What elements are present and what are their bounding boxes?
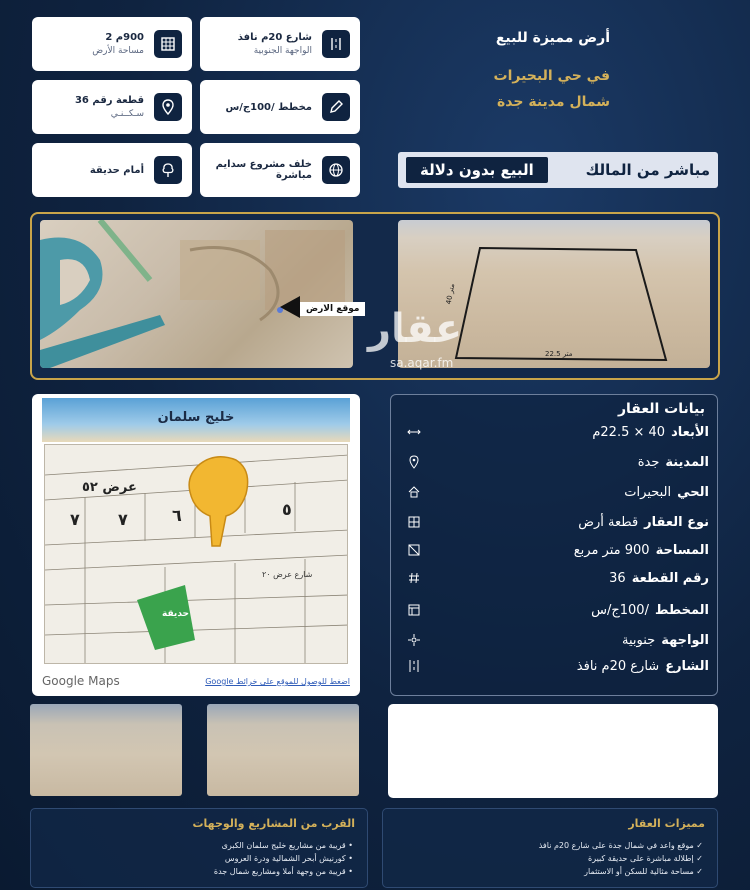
hash-icon [407,571,421,585]
area-icon [154,30,182,58]
detail-row-city [401,451,709,473]
city-title: شمال مدينة جدة [497,94,610,110]
detail-key: رقم القطعة [631,570,709,586]
block-number: ٥ [282,500,292,519]
sketch-map[interactable] [32,394,360,696]
location-icon [407,455,421,469]
google-maps-label: Google Maps [42,674,120,688]
watermark-url: sa.aqar.fm [390,356,454,370]
tree-icon [154,156,182,184]
detail-row-plan [401,599,709,621]
nearby-panel [30,808,368,888]
block-number: ٧ [118,510,128,529]
road-label: عرض ٥٢ [82,480,137,495]
nearby-title: القرب من المشاريع والوجهات [192,817,355,830]
watermark-logo: عقار [368,306,463,352]
list-item: ✓ موقع واعد في شمال جدة على شارع 20م نافذ [538,841,703,850]
card-street-label: الواجهة الجنوبية [253,46,312,56]
block-number: ٧ [70,510,80,529]
list-item: ✓ مساحة مثالية للسكن أو الاستثمار [584,867,703,876]
detail-value: جدة [637,454,660,470]
list-item: • قريبة من وجهة أملا ومشاريع شمال جدة [213,867,353,876]
card-area [32,17,192,71]
card-project [200,143,360,197]
list-item: ✓ إطلالة مباشرة على حديقة كبيرة [588,854,703,863]
detail-row-dimensions [401,421,709,443]
detail-row-plot [401,567,709,589]
list-item: • كورنيش أبحر الشمالية ودرة العروس [224,854,353,863]
card-plan-value: مخطط /100ج/س [225,101,312,113]
detail-key: المساحة [655,542,709,558]
features-panel [382,808,718,888]
satellite-map-image [40,220,353,368]
list-item: • قريبة من مشاريع خليج سلمان الكبرى [221,841,353,850]
card-plot [32,80,192,134]
detail-value: 40 × 22.5م [592,424,666,440]
owner-banner [398,152,718,188]
detail-value: جنوبية [622,632,656,648]
features-title: مميزات العقار [628,817,705,830]
detail-key: المدينة [665,454,709,470]
card-plot-value: قطعة رقم 36 [74,95,144,106]
details-title: بيانات العقار [617,401,705,417]
detail-key: الأبعاد [671,424,709,440]
detail-row-facade [401,629,709,651]
owner-direct-text: مباشر من المالك [585,161,710,179]
detail-value: شارع 20م نافذ [576,658,660,674]
arrow-left-icon [280,296,300,318]
road2-label: شارع عرض ٢٠ [262,570,313,579]
card-park-value: أمام حديقة [89,164,144,176]
property-details-panel [390,394,718,696]
card-street-value: شارع 20م نافذ [237,32,312,43]
land-thumbnail-2[interactable] [207,704,359,796]
pin-icon [154,93,182,121]
detail-row-type [401,511,709,533]
maps-link[interactable]: اضغط للوصول للموقع على خرائط Google [205,677,350,686]
globe-icon [322,156,350,184]
card-project-value: خلف مشروع سدايم مباشرة [215,159,312,181]
detail-value: البحيرات [624,484,672,500]
detail-row-area [401,539,709,561]
card-area-label: مساحة الأرض [92,46,144,56]
street-icon [322,30,350,58]
detail-key: الشارع [665,658,709,674]
district-title: في حي البحيرات [493,68,610,84]
location-label: موقع الارض [300,302,365,316]
street-icon [407,659,421,673]
no-commission-text: البيع بدون دلالة [406,157,548,183]
compass-icon [407,633,421,647]
detail-value: 36 [609,570,626,586]
detail-value: قطعة أرض [578,514,639,530]
park-label: حديقة [162,609,189,619]
detail-key: الواجهة [661,632,709,648]
pen-icon [322,93,350,121]
plan-icon [407,603,421,617]
detail-key: الحي [677,484,709,500]
card-area-value: 900م 2 [105,32,144,43]
dimension-bottom-label: 22.5 متر [545,350,573,358]
area-icon [407,543,421,557]
pointing-hand-icon [180,452,252,550]
block-number: ٦ [172,506,182,525]
page-title: أرض مميزة للبيع [495,30,610,46]
detail-value: /100ج/س [591,602,649,618]
card-park [32,143,192,197]
dimension-side-label: 40 متر [444,283,457,305]
detail-row-street [401,655,709,677]
grid-icon [407,515,421,529]
detail-value: 900 متر مربع [573,542,650,558]
blank-panel [388,704,718,798]
detail-key: المخطط [654,602,709,618]
home-icon [407,485,421,499]
detail-row-district [401,481,709,503]
gulf-title: خليج سلمان [157,410,235,425]
card-plot-label: سـكــنـي [110,109,144,119]
card-street [200,17,360,71]
detail-key: نوع العقار [644,514,709,530]
card-plan [200,80,360,134]
land-thumbnail-1[interactable] [30,704,182,796]
dimensions-icon [407,425,421,439]
